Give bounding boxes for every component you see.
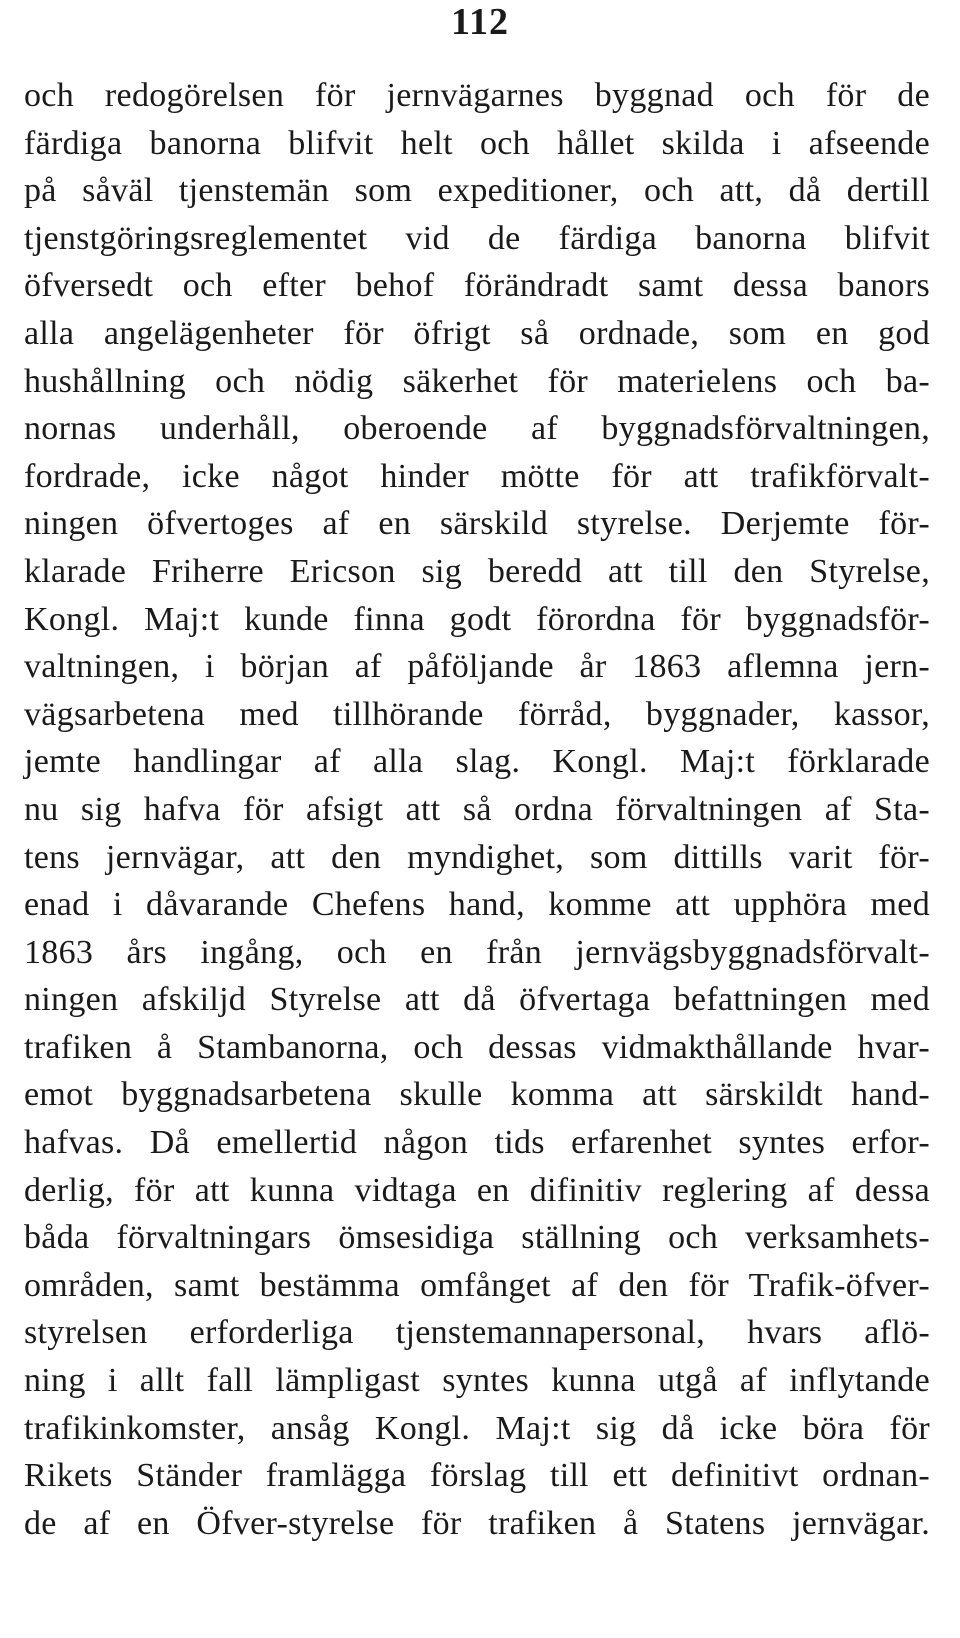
text-line: hafvas. Då emellertid någon tids erfarenhet syntes erfor-: [24, 1124, 930, 1162]
text-line: områden, samt bestämma omfånget af den för Trafik-öfver-: [24, 1266, 930, 1304]
text-line: valtningen, i början af påföljande år 1863 aflemna jern-: [24, 648, 930, 686]
text-line: tjenstgöringsreglementet vid de färdiga banorna blifvit: [24, 219, 930, 257]
text-line: trafiken å Stambanorna, och dessas vidmakthållande hvar-: [24, 1028, 930, 1066]
text-line: färdiga banorna blifvit helt och hållet skilda i afseende: [24, 124, 930, 162]
text-line: ningen afskiljd Styrelse att då öfvertaga befattningen med: [24, 981, 930, 1019]
text-line: Kongl. Maj:t kunde finna godt förordna för byggnadsför-: [24, 600, 930, 638]
text-line: ningen öfvertoges af en särskild styrelse. Derjemte för-: [24, 505, 930, 543]
text-line: fordrade, icke något hinder mötte för att trafikförvalt-: [24, 457, 930, 495]
text-line: på såväl tjenstemän som expeditioner, och att, då dertill: [24, 172, 930, 210]
text-line: derlig, för att kunna vidtaga en difinitiv reglering af dessa: [24, 1171, 930, 1209]
text-line: enad i dåvarande Chefens hand, komme att upphöra med: [24, 886, 930, 924]
text-line: Rikets Ständer framlägga förslag till ett definitivt ordnan-: [24, 1457, 930, 1495]
text-line: tens jernvägar, att den myndighet, som dittills varit för-: [24, 838, 930, 876]
text-line: klarade Friherre Ericson sig beredd att till den Styrelse,: [24, 552, 930, 590]
text-line: hushållning och nödig säkerhet för materielens och ba-: [24, 362, 930, 400]
text-line: ning i allt fall lämpligast syntes kunna utgå af inflytande: [24, 1362, 930, 1400]
text-line: nu sig hafva för afsigt att så ordna förvaltningen af Sta-: [24, 790, 930, 828]
text-line: öfversedt och efter behof förändradt samt dessa banors: [24, 267, 930, 305]
text-line: vägsarbetena med tillhörande förråd, byggnader, kassor,: [24, 695, 930, 733]
body-text: [24, 72, 930, 1547]
text-line: och redogörelsen för jernvägarnes byggnad och för de: [24, 77, 930, 114]
text-line: nornas underhåll, oberoende af byggnadsförvaltningen,: [24, 410, 930, 448]
text-line: 1863 års ingång, och en från jernvägsbyggnadsförvalt-: [24, 933, 930, 971]
text-line: alla angelägenheter för öfrigt så ordnade, som en god: [24, 314, 930, 352]
text-line: styrelsen erforderliga tjenstemannapersonal, hvars aflö-: [24, 1314, 930, 1352]
text-line: de af en Öfver-styrelse för trafiken å Statens jernvägar.: [24, 1504, 930, 1542]
text-line: båda förvaltningars ömsesidiga ställning och verksamhets-: [24, 1219, 930, 1257]
text-line: jemte handlingar af alla slag. Kongl. Maj:t förklarade: [24, 743, 930, 781]
text-line: trafikinkomster, ansåg Kongl. Maj:t sig då icke böra för: [24, 1409, 930, 1447]
page-number: 112: [451, 1, 509, 43]
text-line: emot byggnadsarbetena skulle komma att särskildt hand-: [24, 1076, 930, 1114]
